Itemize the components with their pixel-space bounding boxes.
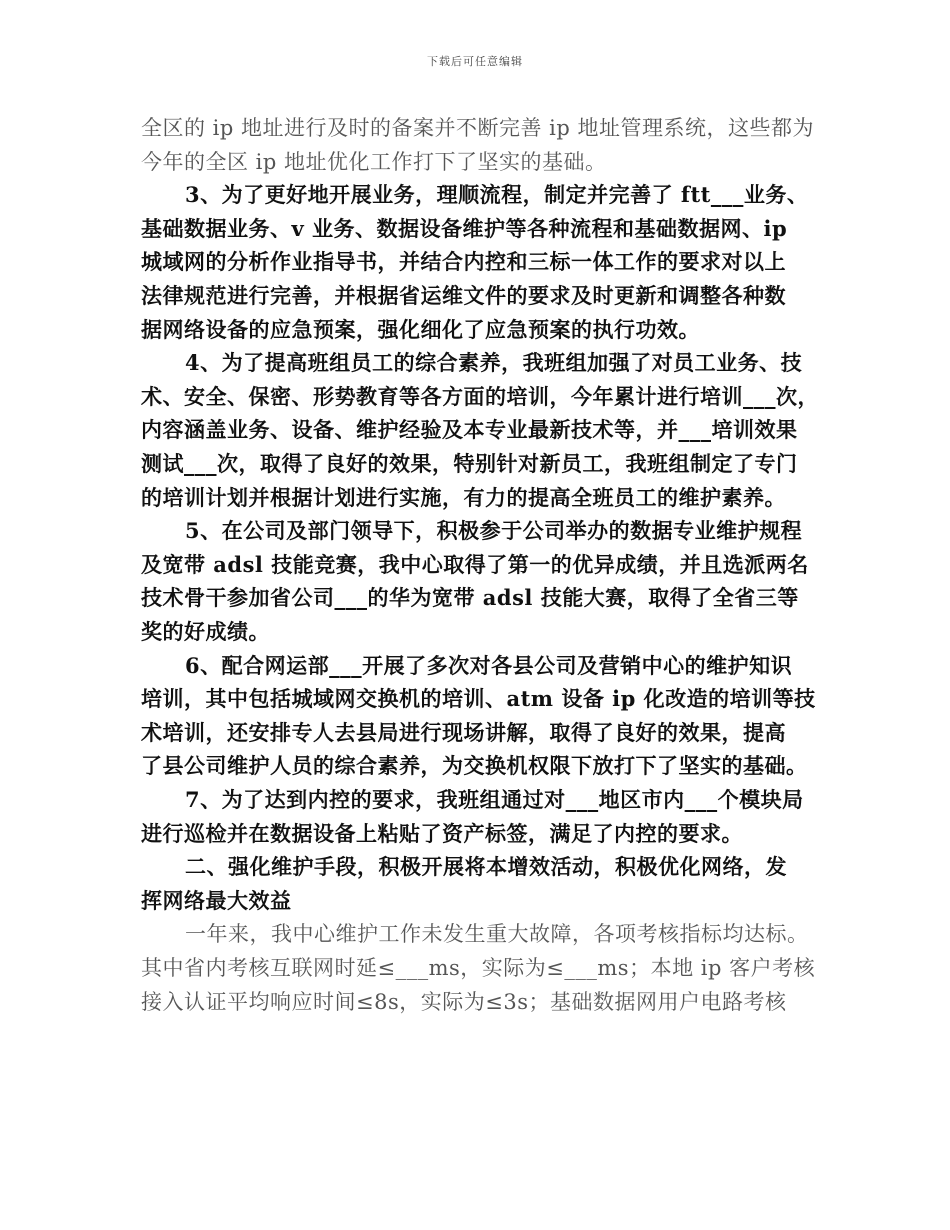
paragraph-line: 城域网的分析作业指导书，并结合内控和三标一体工作的要求对以上 [141, 249, 786, 275]
paragraph-line: 据网络设备的应急预案，强化细化了应急预案的执行功效。 [141, 316, 700, 342]
paragraph-line: 接入认证平均响应时间≤8s，实际为≤3s；基础数据网用户电路考核 [141, 989, 787, 1014]
paragraph-line: 了县公司维护人员的综合素养，为交换机权限下放打下了坚实的基础。 [141, 753, 808, 779]
paragraph-line: 奖的好成绩。 [141, 619, 270, 644]
paragraph-line: 全区的 ip 地址进行及时的备案并不断完善 ip 地址管理系统，这些都为 [141, 116, 815, 140]
paragraph-line: 技术骨干参加省公司___的华为宽带 adsl 技能大赛，取得了全省三等 [141, 585, 799, 611]
paragraph-first-line: 5、在公司及部门领导下，积极参于公司举办的数据专业维护规程 [185, 518, 803, 544]
page-header: 下载后可任意编辑 [427, 55, 523, 68]
paragraph-first-line: 4、为了提高班组员工的综合素养，我班组加强了对员工业务、技 [185, 350, 803, 376]
paragraph-first-line: 3、为了更好地开展业务，理顺流程，制定并完善了 ftt___业务、 [185, 182, 809, 208]
paragraph-line: 内容涵盖业务、设备、维护经验及本专业最新技术等，并___培训效果 [141, 417, 798, 443]
paragraph-line: 挥网络最大效益 [141, 887, 292, 913]
paragraph-line: 培训，其中包括城域网交换机的培训、atm 设备 ip 化改造的培训等技 [141, 686, 816, 712]
paragraph-line: 的培训计划并根据计划进行实施，有力的提高全班员工的维护素养。 [141, 484, 786, 510]
paragraph-first-line: 7、为了达到内控的要求，我班组通过对___地区市内___个模块局 [185, 787, 804, 812]
paragraph-line: 及宽带 adsl 技能竞赛，我中心取得了第一的优异成绩，并且选派两名 [141, 551, 809, 577]
paragraph-line: 法律规范进行完善，并根据省运维文件的要求及时更新和调整各种数 [141, 283, 786, 308]
paragraph-line: 术、安全、保密、形势教育等各方面的培训，今年累计进行培训___次， [141, 383, 819, 409]
paragraph-first-line: 一年来，我中心维护工作未发生重大故障，各项考核指标均达标。 [185, 922, 809, 947]
paragraph-line: 基础数据业务、v 业务、数据设备维护等各种流程和基础数据网、ip [141, 215, 788, 241]
paragraph-line: 术培训，还安排专人去县局进行现场讲解，取得了良好的效果，提高 [141, 719, 786, 745]
paragraph-first-line: 6、配合网运部___开展了多次对各县公司及营销中心的维护知识 [185, 652, 793, 678]
paragraph-line: 进行巡检并在数据设备上粘贴了资产标签，满足了内控的要求。 [141, 820, 743, 846]
paragraph-line: 其中省内考核互联网时延≤___ms，实际为≤___ms；本地 ip 客户考核 [141, 956, 816, 980]
paragraph-first-line: 二、强化维护手段，积极开展将本增效活动，积极优化网络，发 [185, 854, 787, 880]
paragraph-line: 今年的全区 ip 地址优化工作打下了坚实的基础。 [141, 149, 607, 174]
paragraph-line: 测试___次，取得了良好的效果，特别针对新员工，我班组制定了专门 [141, 451, 798, 476]
